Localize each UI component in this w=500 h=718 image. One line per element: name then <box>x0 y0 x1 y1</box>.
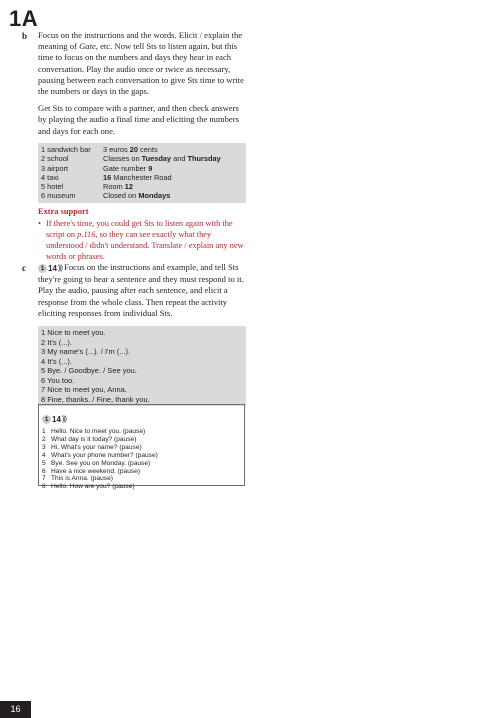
audio-track-label <box>38 263 62 274</box>
answer-place: 1 sandwich bar <box>41 145 91 154</box>
section-b-paragraph-1: Focus on the instructions and the words. Elicit / explain the meaning of Gate, etc. Now tell Sts to listen again, but this time to focus on the numbers and days they hear in each conversation. Play the audio once or twice as necessary, pausing between each conversation to give Sts time to write the numbers or days in the gaps. <box>38 30 244 97</box>
script-line-text: Have a nice weekend. (pause) <box>51 467 141 475</box>
answer-place: 2 school <box>41 154 69 164</box>
script-line-text: What day is it today? (pause) <box>51 435 137 443</box>
script-line-text: Hello. How are you? (pause) <box>51 483 135 491</box>
bullet-icon: • <box>38 219 41 228</box>
script-line-text: This is Anna. (pause) <box>51 475 113 483</box>
script-line <box>42 452 244 460</box>
extra-support <box>38 206 246 262</box>
response-line: 5 Bye. / Goodbye. / See you. <box>41 366 137 375</box>
script-header <box>42 408 244 426</box>
answer-value: 16 Manchester Road <box>103 172 172 182</box>
script-cd-icon: 1 <box>42 415 51 424</box>
extra-support-item <box>38 218 246 262</box>
answer-row <box>41 182 246 191</box>
answer-value: Closed on Mondays <box>103 191 171 201</box>
answer-value: 3 euros 20 cents <box>103 145 158 154</box>
responses-box <box>38 326 246 406</box>
page-number: 16 <box>0 701 31 718</box>
response-line: 3 My name's (...). / I'm (...). <box>41 347 131 356</box>
answer-bold: 20 <box>129 145 138 154</box>
cd-icon: 1 <box>38 264 47 273</box>
response-line: 7 Nice to meet you, Anna. <box>41 385 127 394</box>
script-line <box>42 428 244 436</box>
script-line-text: Bye. See you on Monday. (pause) <box>51 459 151 467</box>
script-line-text: Hello. Nice to meet you. (pause) <box>51 428 146 435</box>
response-line: 8 Fine, thanks. / Fine, thank you. <box>41 394 150 404</box>
script-line <box>42 444 244 452</box>
extra-support-text: If there's time, you could get Sts to listen again with the script on p.116, so they can see exactly what they understood / didn't understand. Translate / explain any new words or phrases. <box>46 219 244 261</box>
script-line-number: 1 <box>42 428 46 435</box>
script-line <box>42 460 244 468</box>
answer-value: Gate number 9 <box>103 163 153 173</box>
answer-value: Room 12 <box>103 182 134 192</box>
script-line <box>42 436 244 444</box>
answer-bold: 16 <box>103 172 112 182</box>
response-line: 2 It's (...). <box>41 337 73 347</box>
response-line: 1 Nice to meet you. <box>41 328 106 337</box>
answer-bold: 12 <box>124 182 134 192</box>
script-audio-label <box>42 415 66 424</box>
answer-row <box>41 164 246 173</box>
script-line <box>42 475 244 483</box>
response-line: 6 You too. <box>41 375 75 385</box>
answer-bold: Mondays <box>138 191 171 201</box>
section-c-letter: c <box>22 263 26 273</box>
section-c-paragraph <box>38 262 246 319</box>
script-line-number: 8 <box>42 483 46 491</box>
script-line-number: 5 <box>42 459 46 467</box>
section-b <box>38 30 246 143</box>
answer-row <box>41 173 246 182</box>
script-line-number: 3 <box>42 443 46 451</box>
track-number: 14 <box>48 263 57 273</box>
script-line <box>42 483 244 491</box>
answer-row <box>41 154 246 163</box>
answer-value: Classes on Tuesday and Thursday <box>103 154 221 164</box>
script-line-text: What's your phone number? (pause) <box>51 451 158 459</box>
answer-row <box>41 191 246 200</box>
script-track-number: 14 <box>52 415 61 424</box>
script-sound-waves-icon: ))) <box>61 416 66 423</box>
section-b-letter: b <box>22 31 28 41</box>
script-line-number: 7 <box>42 475 46 483</box>
script-line-number: 2 <box>42 435 46 443</box>
response-line: 4 It's (...). <box>41 356 73 366</box>
script-line-number: 6 <box>42 467 46 475</box>
answer-place: 5 hotel <box>41 182 64 192</box>
script-line-text: Hi. What's your name? (pause) <box>51 443 142 451</box>
answer-bold: Thursday <box>187 154 221 164</box>
script-line-number: 4 <box>42 451 46 459</box>
section-b-paragraph-2: Get Sts to compare with a partner, and then check answers by playing the audio a final time and eliciting the numbers and days for each one. <box>38 103 239 136</box>
section-c <box>38 262 246 325</box>
answer-row <box>41 145 246 154</box>
answer-key-box <box>38 143 246 203</box>
script-line <box>42 468 244 476</box>
sound-waves-icon: ))) <box>57 264 62 272</box>
unit-heading: 1A <box>9 6 39 31</box>
section-c-text: Focus on the instructions and example, and tell Sts they're going to hear a sentence and they must respond to it. Play the audio, pausing after each sentence, and elicit a response from the whole class. Then repeat the activity eliciting responses from individual Sts. <box>38 262 244 318</box>
answer-place: 3 airport <box>41 163 69 173</box>
answer-bold: 9 <box>148 163 153 173</box>
page-reference: p.116 <box>77 230 96 239</box>
italic-word: Gate <box>79 41 96 52</box>
script-lines <box>42 428 244 491</box>
extra-support-heading: Extra support <box>38 207 89 216</box>
answer-bold: Tuesday <box>141 154 172 164</box>
audio-script-box <box>38 404 245 491</box>
answer-place: 4 taxi <box>41 172 59 182</box>
answer-place: 6 museum <box>41 191 76 201</box>
